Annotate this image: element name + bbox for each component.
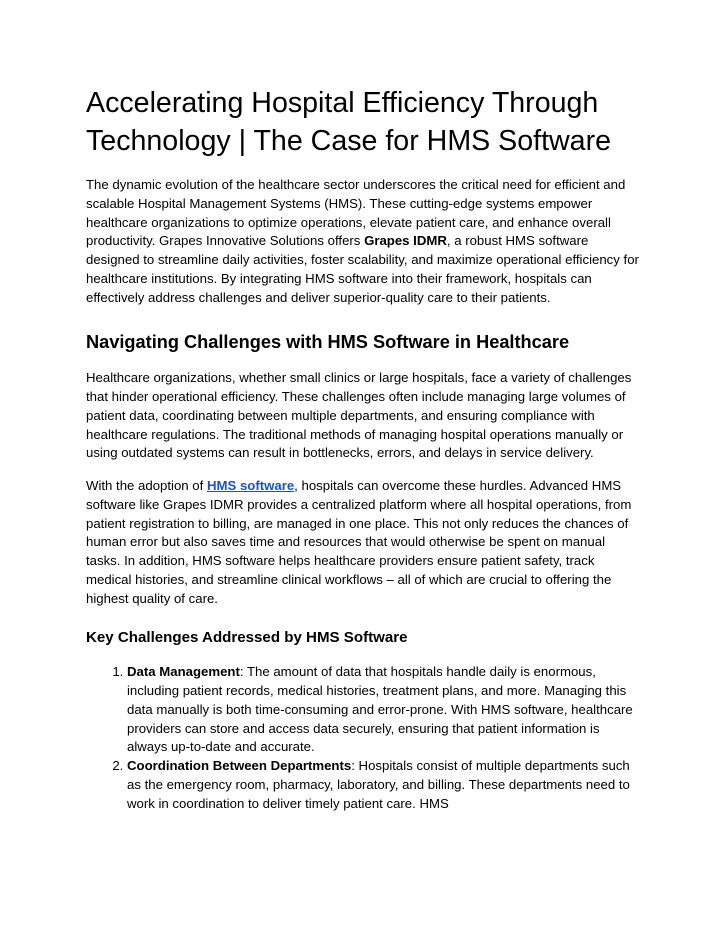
list-item-title: Coordination Between Departments bbox=[127, 758, 352, 773]
list-item bbox=[127, 757, 642, 813]
title-line-1: Accelerating Hospital Efficiency Through bbox=[86, 87, 599, 119]
adoption-paragraph: With the adoption of HMS software, hospitals can overcome these hurdles. Advanced HMS software like Grapes IDMR provides a centralized platform where all hospital operations, from patient registration to billing, are managed in one place. This not only reduces the chances of human error but also saves time and resources that would otherwise be spent on manual tasks. In addition, HMS software helps healthcare providers ensure patient safety, track medical histories, and streamline clinical workflows – all of which are crucial to offering the highest quality of care. bbox=[86, 478, 632, 606]
product-name: Grapes IDMR bbox=[364, 233, 447, 249]
title-line-2: Technology | The Case for HMS Software bbox=[86, 125, 612, 157]
list-item-text: : The amount of data that hospitals handle daily is enormous, including patient records, medical histories, treatment plans, and more. Managing this data manually is both time-consuming and error-prone. With HMS software, healthcare providers can store and access data securely, ensuring that patient information is always up-to-date and accurate. bbox=[127, 664, 633, 755]
challenges-paragraph: Healthcare organizations, whether small clinics or large hospitals, face a variety of challenges that hinder operational efficiency. These challenges often include managing large volumes of patient data, coordinating between multiple departments, and ensuring compliance with healthcare regulations. The traditional methods of managing hospital operations manually or using outdated systems can result in bottlenecks, errors, and delays in service delivery. bbox=[86, 370, 632, 461]
list-item-title: Data Management bbox=[127, 664, 240, 680]
section-heading-challenges: Navigating Challenges with HMS Software in Healthcare bbox=[86, 332, 570, 353]
hms-software-link[interactable]: HMS software bbox=[206, 478, 295, 493]
document-page bbox=[86, 84, 642, 813]
intro-paragraph: The dynamic evolution of the healthcare sector underscores the critical need for efficient and scalable Hospital Management Systems (HMS). These cutting-edge systems empower healthcare organizations to optimize operations, elevate patient care, and enhance overall productivity. Grapes Innovative Solutions offers Grapes IDMR, a robust HMS software designed to streamline daily activities, foster scalability, and maximize operational efficiency for healthcare institutions. By integrating HMS software into their framework, hospitals can effectively address challenges and deliver superior-quality care to their patients. bbox=[86, 177, 639, 305]
section-heading-key-challenges: Key Challenges Addressed by HMS Software bbox=[86, 629, 408, 647]
list-item-text: : Hospitals consist of multiple departments such as the emergency room, pharmacy, laboratory, and billing. These departments need to work in coordination to deliver timely patient care. HMS bbox=[127, 758, 630, 811]
key-challenges-list bbox=[86, 663, 642, 813]
list-item bbox=[127, 663, 642, 757]
document-title bbox=[86, 84, 642, 160]
